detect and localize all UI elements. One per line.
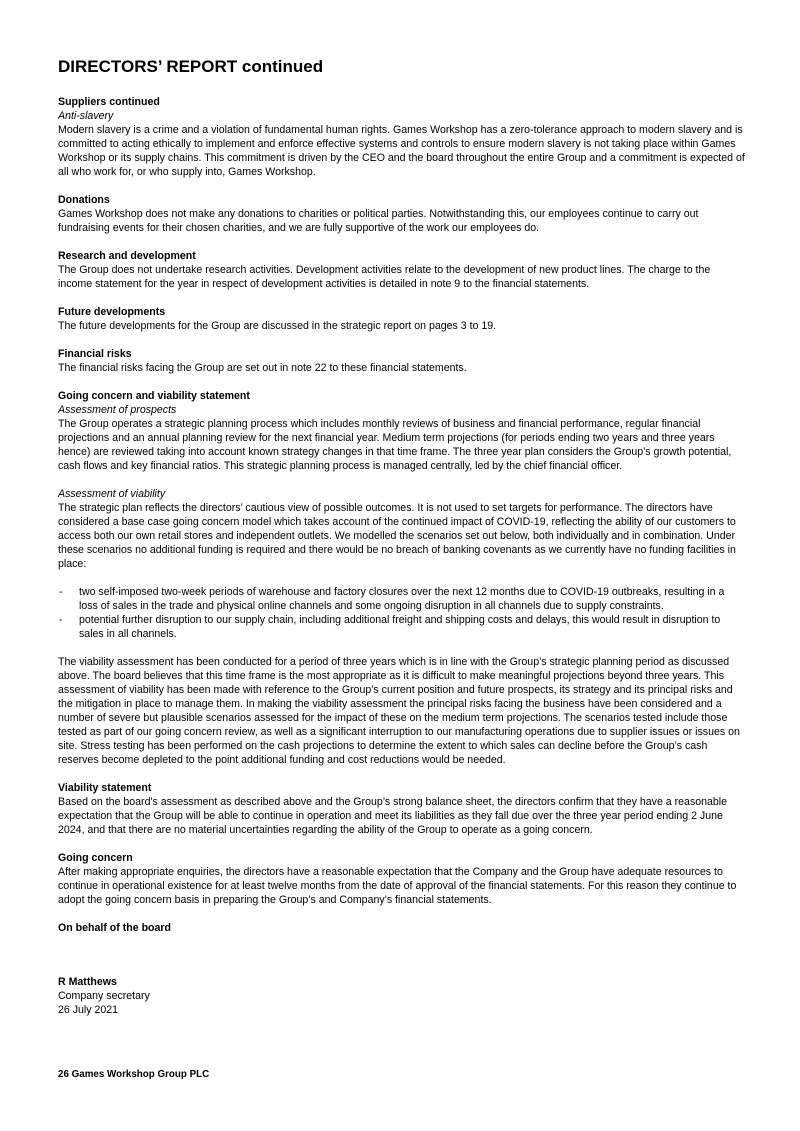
signatory-role: Company secretary bbox=[58, 990, 150, 1002]
spacer bbox=[58, 641, 746, 655]
research-development-paragraph: The Group does not undertake research activities. Development activities relate to the development of new product lines. The charge to the income statement for the year in respect of development activities is detailed in note 9 to the financial statements. bbox=[58, 264, 711, 290]
going-concern-paragraph: After making appropriate enquiries, the directors have a reasonable expectation that the Company and the Group have adequate resources to continue in operational existence for at least twelve months from the date of approval of the financial statements. For this reason they continue to adopt the going concern basis in preparing the Group’s and Company’s financial statements. bbox=[58, 866, 737, 906]
section-research-development bbox=[58, 249, 746, 291]
page-footer: 26 Games Workshop Group PLC bbox=[58, 1069, 210, 1080]
section-suppliers bbox=[58, 95, 746, 179]
financial-risks-paragraph: The financial risks facing the Group are set out in note 22 to these financial statements. bbox=[58, 362, 467, 374]
going-concern-heading: Going concern bbox=[58, 852, 133, 864]
viability-statement-paragraph: Based on the board's assessment as described above and the Group’s strong balance sheet, the directors confirm that they have a reasonable expectation that the Group will be able to continue in operation and meet its liabilities as they fall due over the three year period ending 2 June 2024, and that there are no material uncertainties regarding the ability of the Group to operate as a going concern. bbox=[58, 796, 728, 836]
section-going-concern-viability bbox=[58, 389, 746, 767]
signature-date: 26 July 2021 bbox=[58, 1004, 119, 1016]
section-viability-statement bbox=[58, 781, 746, 837]
dash-bullet-marker: - bbox=[59, 586, 63, 598]
donations-paragraph: Games Workshop does not make any donations to charities or political parties. Notwithstanding this, our employees continue to carry out fundraising events for their chosen charities, and we are fully supportive of the work our employees do. bbox=[58, 208, 699, 234]
spacer bbox=[58, 571, 746, 585]
scenario-bullet-text: potential further disruption to our supply chain, including additional freight and shipping costs and delays, this would result in disruption to sales in all channels. bbox=[79, 614, 721, 640]
section-donations bbox=[58, 193, 746, 235]
assessment-of-prospects-subheading: Assessment of prospects bbox=[58, 404, 177, 416]
spacer bbox=[58, 473, 746, 487]
going-concern-viability-heading: Going concern and viability statement bbox=[58, 390, 250, 402]
section-financial-risks bbox=[58, 347, 746, 375]
on-behalf-of-board-line: On behalf of the board bbox=[58, 922, 171, 934]
scenario-bullet-item bbox=[58, 613, 746, 641]
scenario-bullet-item bbox=[58, 585, 746, 613]
anti-slavery-subheading: Anti-slavery bbox=[58, 110, 114, 122]
suppliers-paragraph: Modern slavery is a crime and a violation of fundamental human rights. Games Workshop has a zero-tolerance approach to modern slavery and is committed to acting ethically to implement and enforce effective systems and controls to ensure modern slavery is not taking place within Games Workshop or its supply chains. This commitment is driven by the CEO and the board throughout the entire Group and a commitment is expected of all who work for, or who supply into, Games Workshop. bbox=[58, 124, 745, 178]
section-future-developments bbox=[58, 305, 746, 333]
research-development-heading: Research and development bbox=[58, 250, 196, 262]
signatory-name: R Matthews bbox=[58, 976, 117, 988]
document-content bbox=[58, 57, 746, 1017]
signature-block bbox=[58, 975, 746, 1017]
viability-assessment-paragraph: The viability assessment has been conducted for a period of three years which is in line with the Group’s strategic planning period as discussed above. The board believes that this time frame is the most appropriate as it is difficult to make meaningful projections beyond three years. This assessment of viability has been made with reference to the Group’s current position and future prospects, its strategy and its principal risks and the mitigation in place to manage them. In making the viability assessment the principal risks facing the business have been considered and a number of severe but plausible scenarios assessed for the impact of these on the medium term projections. The scenarios tested include those tested as part of our going concern review, as well as a significant interruption to our manufacturing operations due to supplier issues or issues on site. Stress testing has been performed on the cash projections to determine the extent to which sales can decline before the Group’s cash reserves become depleted to the point additional funding and cost reductions would be needed. bbox=[58, 656, 740, 766]
suppliers-heading: Suppliers continued bbox=[58, 96, 160, 108]
future-developments-paragraph: The future developments for the Group are discussed in the strategic report on pages 3 to 19. bbox=[58, 320, 497, 332]
section-going-concern bbox=[58, 851, 746, 907]
financial-risks-heading: Financial risks bbox=[58, 348, 132, 360]
viability-statement-heading: Viability statement bbox=[58, 782, 152, 794]
future-developments-heading: Future developments bbox=[58, 306, 166, 318]
donations-heading: Donations bbox=[58, 194, 110, 206]
scenario-bullet-text: two self-imposed two-week periods of warehouse and factory closures over the next 12 months due to COVID-19 outbreaks, resulting in a loss of sales in the trade and physical online channels and some ongoing disruption in all channels due to supply constraints. bbox=[79, 586, 725, 612]
assessment-of-viability-subheading: Assessment of viability bbox=[58, 488, 166, 500]
assessment-of-prospects-paragraph: The Group operates a strategic planning process which includes monthly reviews of business and financial performance, regular financial projections and an annual planning review for the next financial year. Medium term projections (for periods ending two years and three years hence) are reviewed taking into account known strategy changes in that time frame. The three year plan considers the Group’s growth potential, cash flows and key financial ratios. This strategic planning process is managed centrally, led by the chief financial officer. bbox=[58, 418, 732, 472]
dash-bullet-marker: - bbox=[59, 614, 63, 626]
page-title: DIRECTORS’ REPORT continued bbox=[58, 57, 324, 76]
assessment-of-viability-paragraph: The strategic plan reflects the directors’ cautious view of possible outcomes. It is not used to set targets for performance. The directors have considered a base case going concern model which takes account of the continued impact of COVID-19, reflecting the ability of our customers to access both our own retail stores and independent outlets. We modelled the scenarios set out below, both individually and in combination. Under these scenarios no additional funding is required and there would be no breach of banking covenants as we currently have no funding facilities in place: bbox=[58, 502, 736, 570]
